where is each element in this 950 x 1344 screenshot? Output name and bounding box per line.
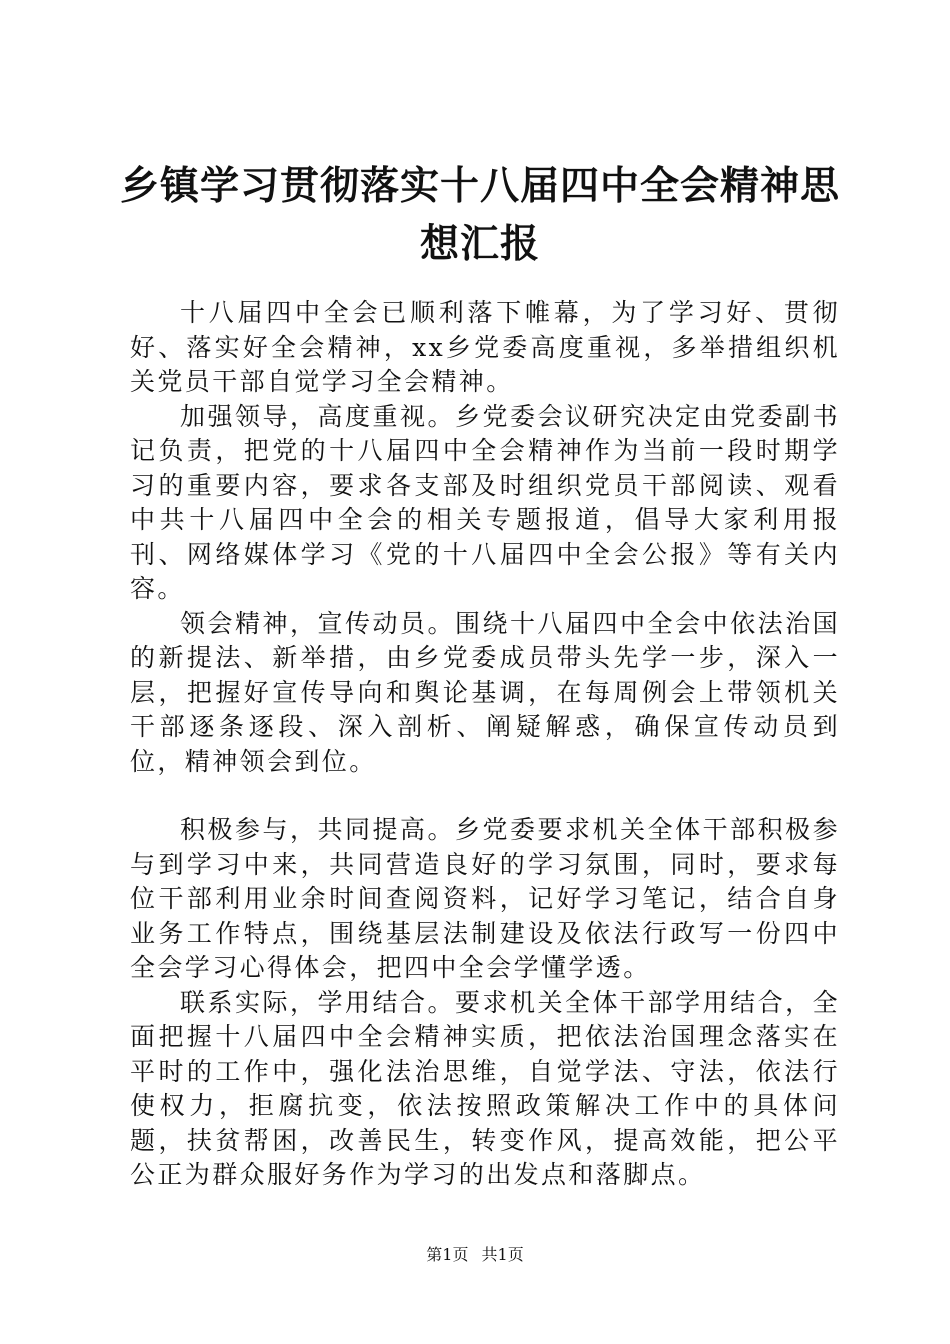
document-body: [130, 296, 840, 1193]
page-footer: [0, 1245, 950, 1265]
paragraph-leadership: 加强领导，高度重视。乡党委会议研究决定由党委副书记负责，把党的十八届四中全会精神作为当前一段时期学习的重要内容，要求各支部及时组织党员干部阅读、观看中共十八届四中全会的相关专题报道，倡导大家利用报刊、网络媒体学习《党的十八届四中全会公报》等有关内容。: [130, 401, 840, 603]
paragraph-participation: 积极参与，共同提高。乡党委要求机关全体干部积极参与到学习中来，共同营造良好的学习氛围，同时，要求每位干部利用业余时间查阅资料，记好学习笔记，结合自身业务工作特点，围绕基层法制建设及依法行政写一份四中全会学习心得体会，把四中全会学懂学透。: [130, 815, 840, 982]
paragraph-practice: 联系实际，学用结合。要求机关全体干部学用结合，全面把握十八届四中全会精神实质，把依法治国理念落实在平时的工作中，强化法治思维，自觉学法、守法，依法行使权力，拒腐抗变，依法按照政策解决工作中的具体问题，扶贫帮困，改善民生，转变作风，提高效能，把公平公正为群众服好务作为学习的出发点和落脚点。: [130, 987, 840, 1189]
paragraph-intro: 十八届四中全会已顺利落下帷幕，为了学习好、贯彻好、落实好全会精神，xx乡党委高度重视，多举措组织机关党员干部自觉学习全会精神。: [130, 298, 840, 396]
paragraph-publicity: 领会精神，宣传动员。围绕十八届四中全会中依法治国的新提法、新举措，由乡党委成员带头先学一步，深入一层，把握好宣传导向和舆论基调，在每周例会上带领机关干部逐条逐段、深入剖析、阐疑解惑，确保宣传动员到位，精神领会到位。: [130, 608, 840, 776]
document-title: 乡镇学习贯彻落实十八届四中全会精神思想汇报: [120, 164, 841, 267]
page-total: 共1页: [481, 1245, 524, 1264]
page-number: 第1页: [426, 1245, 469, 1264]
